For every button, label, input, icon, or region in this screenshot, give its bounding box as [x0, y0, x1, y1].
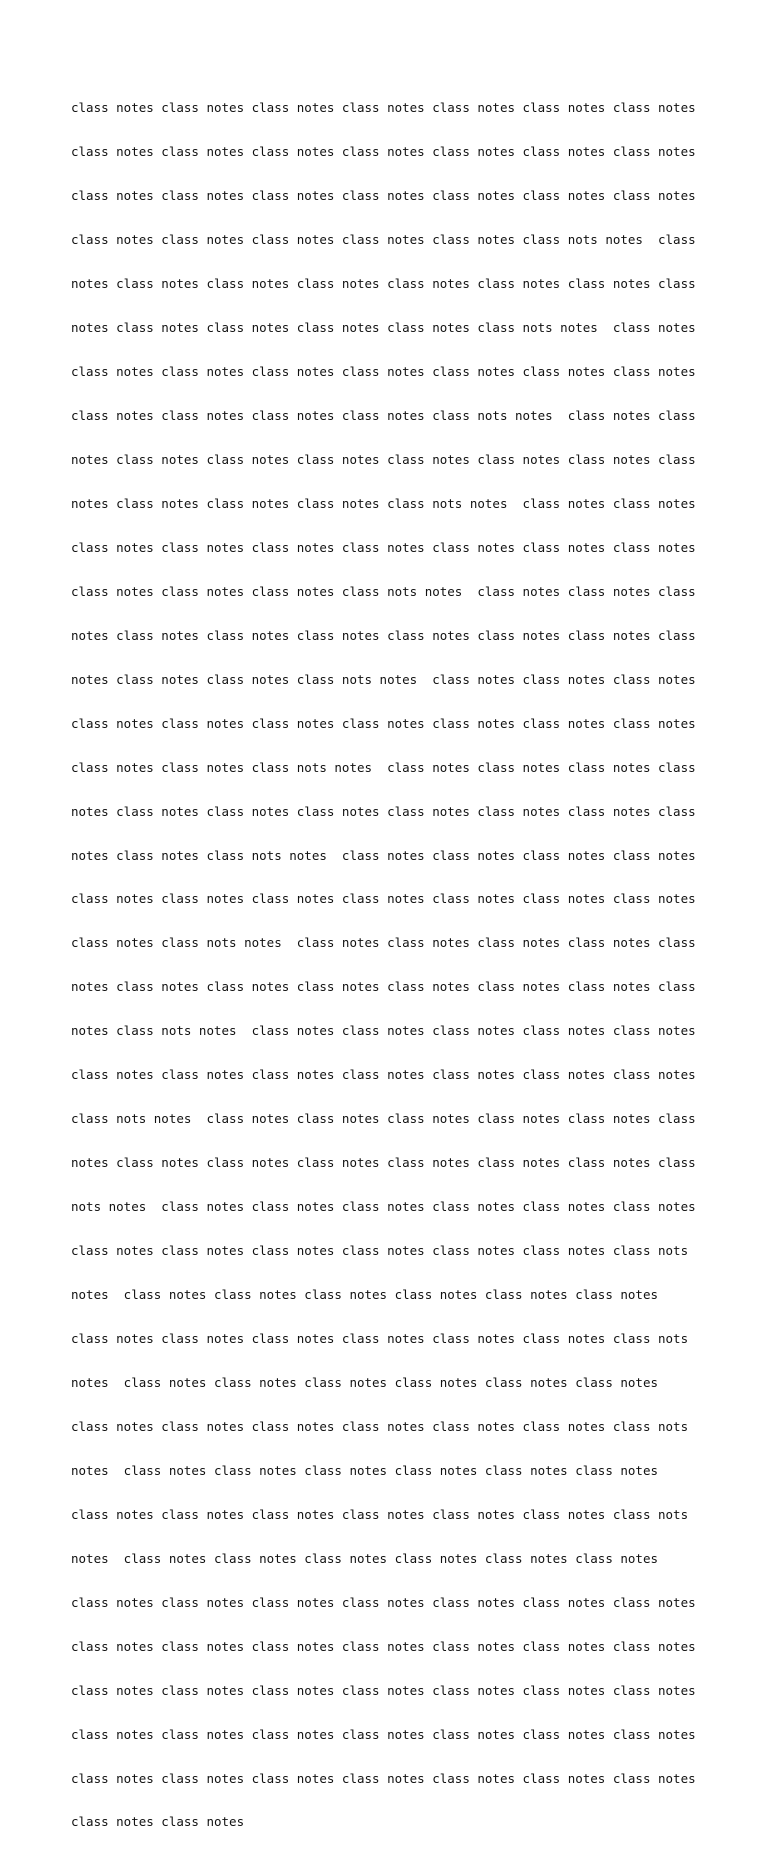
text-line: class nots notes class notes class notes class notes class notes class notes class [71, 1111, 696, 1127]
text-line: notes class notes class notes class notes class nots notes class notes class notes [71, 495, 696, 511]
text-line: class notes class notes class notes class notes class notes class notes class notes [71, 188, 696, 204]
text-line: class notes class notes class notes class notes class notes class notes class nots [71, 1331, 689, 1346]
text-line: class notes class notes class notes class notes class notes class nots notes class [71, 232, 696, 248]
text-line: notes class notes class notes class notes class notes class notes class notes [71, 1462, 658, 1478]
text-line: class notes class notes class notes class notes class notes class notes class nots [71, 1243, 689, 1259]
text-line: notes class notes class notes class notes class notes class notes class notes [71, 1287, 658, 1303]
text-line: class notes class notes class notes class notes class notes class notes class notes [71, 1067, 696, 1083]
text-line: notes class notes class notes class notes class notes class notes class notes class [71, 979, 696, 995]
text-line: nots notes class notes class notes class notes class notes class notes class notes [71, 1199, 696, 1215]
text-line: notes class notes class nots notes class notes class notes class notes class notes [71, 847, 696, 863]
text-line: notes class notes class notes class notes class notes class notes class notes class [71, 276, 696, 292]
text-line: class notes class notes class notes class notes class notes class notes class notes [71, 1726, 696, 1742]
text-line: notes class notes class notes class nots notes class notes class notes class notes [71, 671, 696, 687]
text-line: class notes class notes class notes class notes class notes class notes class notes [71, 715, 696, 731]
text-line: class notes class notes class notes class notes class notes class notes class nots [71, 1418, 689, 1434]
text-line: class notes class notes class notes class notes class notes class notes class notes [71, 539, 696, 555]
text-line: notes class notes class notes class notes class notes class notes class notes [71, 1374, 658, 1390]
text-line: notes class notes class notes class notes class notes class notes class notes class [71, 803, 696, 819]
text-line: notes class notes class notes class notes class notes class notes class notes [71, 1550, 658, 1566]
text-line: class notes class notes class notes class notes class notes class notes class nots [71, 1506, 689, 1522]
text-line: notes class notes class notes class notes class notes class nots notes class notes [71, 320, 696, 336]
text-line: class notes class notes class notes class notes class notes class notes class notes [71, 1594, 696, 1610]
text-line: class notes class notes class notes class notes class notes class notes class notes [71, 144, 696, 160]
text-line: class notes class notes class notes class notes class notes class notes class notes [71, 100, 696, 116]
text-line: class notes class notes [71, 1814, 245, 1830]
text-line: class notes class notes class notes class nots notes class notes class notes class [71, 583, 696, 599]
text-line: class notes class notes class notes class notes class notes class notes class notes [71, 1682, 696, 1698]
text-line: class notes class notes class nots notes class notes class notes class notes class [71, 759, 696, 775]
text-line: class notes class notes class notes class notes class notes class notes class notes [71, 1770, 696, 1786]
text-line: class notes class notes class notes class notes class notes class notes class notes [71, 364, 696, 380]
text-line: class notes class notes class notes class notes class nots notes class notes class [71, 407, 696, 423]
text-line: class notes class notes class notes class notes class notes class notes class notes [71, 1638, 696, 1654]
text-line: class notes class nots notes class notes class notes class notes class notes class [71, 935, 696, 951]
text-line: notes class nots notes class notes class notes class notes class notes class notes [71, 1023, 696, 1039]
text-line: notes class notes class notes class notes class notes class notes class notes class [71, 1155, 696, 1171]
text-line: class notes class notes class notes class notes class notes class notes class notes [71, 891, 696, 907]
text-line: notes class notes class notes class notes class notes class notes class notes class [71, 627, 696, 643]
text-line: notes class notes class notes class notes class notes class notes class notes class [71, 451, 696, 467]
body-text [71, 72, 696, 1859]
